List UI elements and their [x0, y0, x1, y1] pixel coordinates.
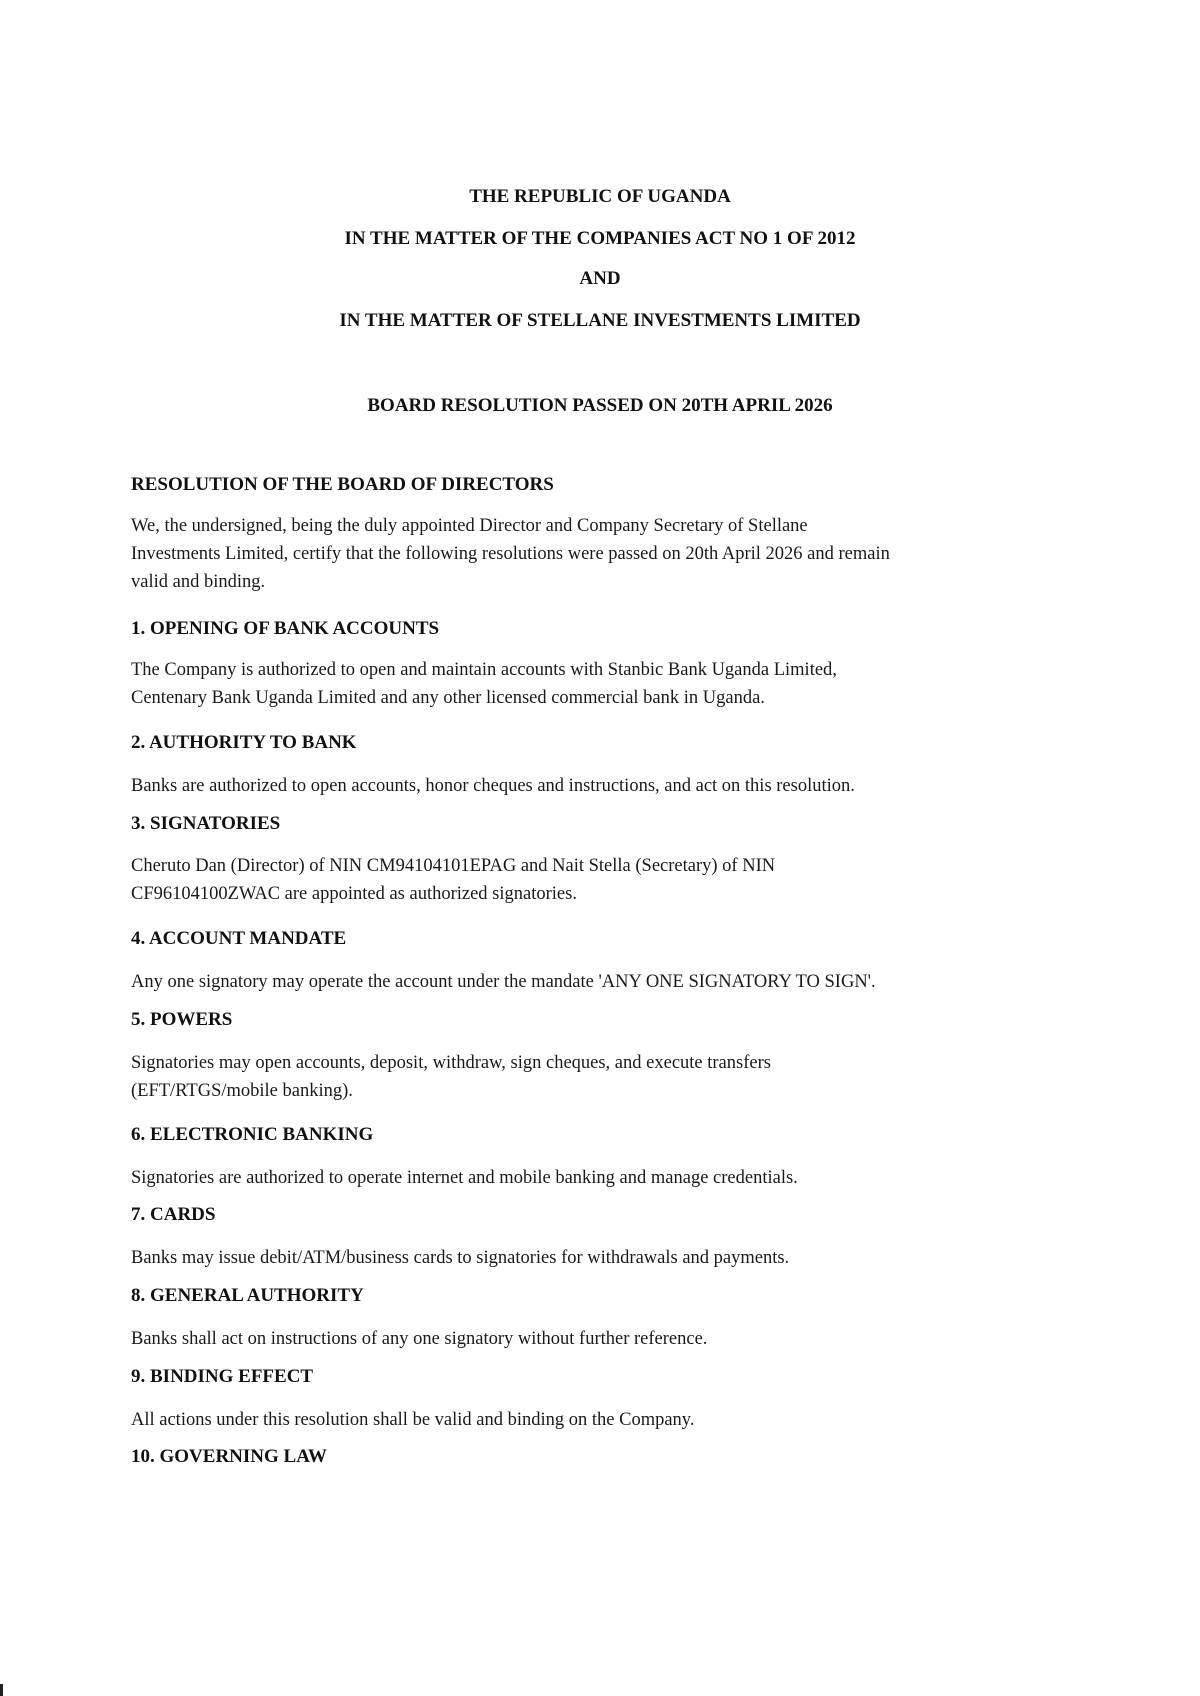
section-text-line: Centenary Bank Uganda Limited and any other licensed commercial bank in Uganda. — [131, 688, 765, 708]
intro-text-line: valid and binding. — [131, 572, 266, 592]
section-6-text — [131, 1164, 1081, 1192]
section-text-line: CF96104100ZWAC are appointed as authorized signatories. — [131, 884, 577, 904]
header-republic: THE REPUBLIC OF UGANDA — [469, 186, 731, 207]
section-5-text — [131, 1049, 1081, 1105]
section-6-heading: 6. ELECTRONIC BANKING — [131, 1124, 374, 1145]
section-9-heading: 9. BINDING EFFECT — [131, 1366, 314, 1387]
section-8-heading: 8. GENERAL AUTHORITY — [131, 1285, 364, 1306]
section-text-line: The Company is authorized to open and maintain accounts with Stanbic Bank Uganda Limited, — [131, 660, 837, 680]
section-7-heading: 7. CARDS — [131, 1204, 216, 1225]
section-text-line: Cheruto Dan (Director) of NIN CM94104101EPAG and Nait Stella (Secretary) of NIN — [131, 856, 776, 876]
intro-heading: RESOLUTION OF THE BOARD OF DIRECTORS — [131, 474, 554, 495]
section-10-heading: 10. GOVERNING LAW — [131, 1446, 327, 1467]
intro-text — [131, 512, 1081, 596]
section-text-line: Banks shall act on instructions of any one signatory without further reference. — [131, 1329, 708, 1349]
section-8-text — [131, 1325, 1081, 1353]
section-text-line: (EFT/RTGS/mobile banking). — [131, 1081, 353, 1101]
section-3-text — [131, 852, 1081, 908]
section-4-heading: 4. ACCOUNT MANDATE — [131, 928, 347, 949]
section-text-line: Signatories may open accounts, deposit, withdraw, sign cheques, and execute transfers — [131, 1053, 771, 1073]
header-companies-act: IN THE MATTER OF THE COMPANIES ACT NO 1 OF 2012 — [344, 228, 856, 249]
section-1-heading: 1. OPENING OF BANK ACCOUNTS — [131, 618, 440, 639]
section-7-text — [131, 1244, 1081, 1272]
section-text-line: Signatories are authorized to operate internet and mobile banking and manage credentials. — [131, 1168, 798, 1188]
section-4-text — [131, 968, 1081, 996]
section-text-line: Any one signatory may operate the account under the mandate 'ANY ONE SIGNATORY TO SIGN'. — [131, 972, 876, 992]
section-text-line: Banks are authorized to open accounts, honor cheques and instructions, and act on this resolution. — [131, 776, 855, 796]
section-2-heading: 2. AUTHORITY TO BANK — [131, 732, 357, 753]
section-9-text — [131, 1406, 1081, 1434]
section-2-text — [131, 772, 1081, 800]
section-3-heading: 3. SIGNATORIES — [131, 813, 281, 834]
intro-text-line: We, the undersigned, being the duly appointed Director and Company Secretary of Stellane — [131, 516, 808, 536]
header-company-matter: IN THE MATTER OF STELLANE INVESTMENTS LIMITED — [339, 310, 861, 331]
section-text-line: Banks may issue debit/ATM/business cards to signatories for withdrawals and payments. — [131, 1248, 790, 1268]
intro-text-line: Investments Limited, certify that the following resolutions were passed on 20th April 2026 and remain — [131, 544, 890, 564]
scan-edge-mark — [0, 1684, 3, 1696]
section-1-text — [131, 656, 1081, 712]
section-5-heading: 5. POWERS — [131, 1009, 233, 1030]
header-and: AND — [579, 268, 621, 289]
section-text-line: All actions under this resolution shall be valid and binding on the Company. — [131, 1410, 695, 1430]
document-title: BOARD RESOLUTION PASSED ON 20TH APRIL 2026 — [367, 395, 833, 416]
